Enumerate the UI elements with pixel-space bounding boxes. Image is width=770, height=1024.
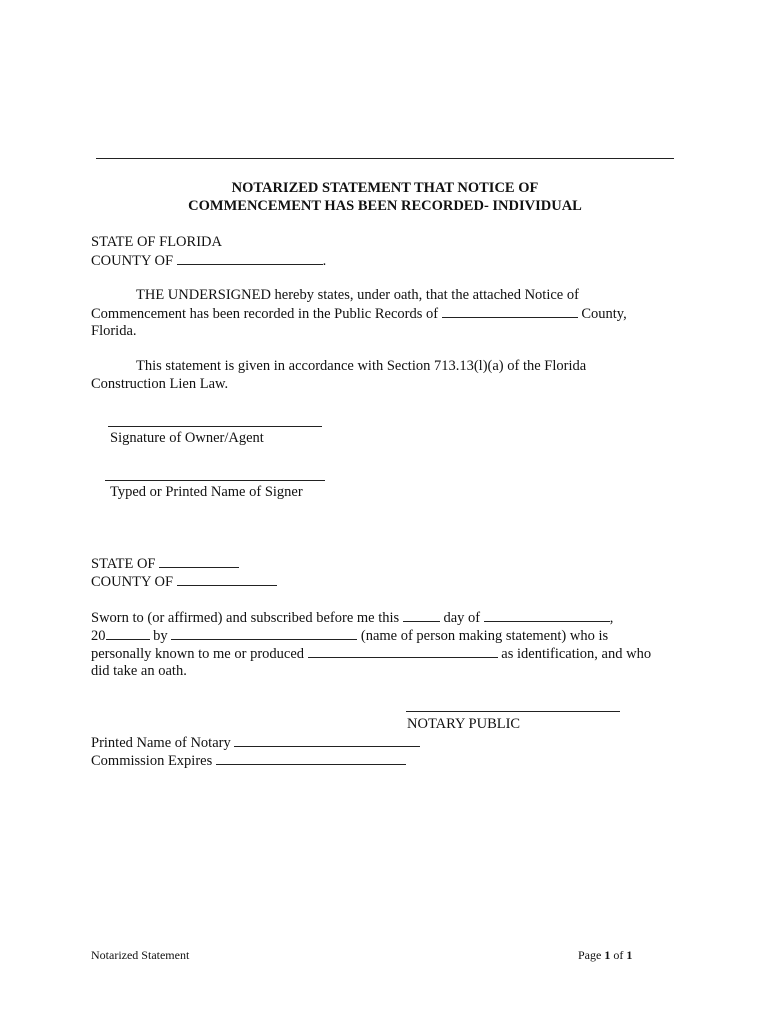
notary-state-blank[interactable] xyxy=(159,554,239,568)
month-blank[interactable] xyxy=(484,608,610,622)
footer-left: Notarized Statement xyxy=(91,948,190,962)
notary-state-label: STATE OF xyxy=(91,556,156,572)
sworn-comma: , xyxy=(609,610,614,626)
year-blank[interactable] xyxy=(106,626,150,640)
sworn-text-b: day of xyxy=(443,610,481,626)
notary-county-blank[interactable] xyxy=(177,572,277,586)
sworn-line4: did take an oath. xyxy=(91,663,187,679)
para2-line1: This statement is given in accordance with Section 713.13(l)(a) of the Florida xyxy=(136,358,587,374)
county-line xyxy=(91,251,326,270)
state-line: STATE OF FLORIDA xyxy=(91,234,222,250)
county-blank[interactable] xyxy=(177,251,323,265)
day-blank[interactable] xyxy=(403,608,440,622)
notary-county-line xyxy=(91,572,277,591)
owner-signature-label: Signature of Owner/Agent xyxy=(110,430,264,446)
page-word: Page xyxy=(578,948,602,962)
of-word: of xyxy=(613,948,624,962)
records-county-blank[interactable] xyxy=(442,304,578,318)
county-label: COUNTY OF xyxy=(91,253,174,269)
para1-county-word: County, xyxy=(581,306,627,322)
sworn-text-a: Sworn to (or affirmed) and subscribed before me this xyxy=(91,610,400,626)
para1-line3: Florida. xyxy=(91,323,137,339)
top-rule xyxy=(96,158,674,159)
para1-line1: THE UNDERSIGNED hereby states, under oath, that the attached Notice of xyxy=(136,287,579,303)
notary-county-label: COUNTY OF xyxy=(91,574,174,590)
page-current: 1 xyxy=(604,948,611,962)
county-period: . xyxy=(322,253,327,269)
identification-blank[interactable] xyxy=(308,644,498,658)
para2-line2: Construction Lien Law. xyxy=(91,376,229,392)
owner-signature-line[interactable] xyxy=(108,426,322,427)
notary-public-label: NOTARY PUBLIC xyxy=(407,716,521,732)
para1-line2 xyxy=(91,304,627,323)
person-name-blank[interactable] xyxy=(171,626,357,640)
commission-expires-line xyxy=(91,751,406,770)
notary-printed-name-line xyxy=(91,733,420,752)
printed-name-line[interactable] xyxy=(105,480,325,481)
page-total: 1 xyxy=(626,948,633,962)
notary-printed-name-blank[interactable] xyxy=(234,733,420,747)
sworn-line1 xyxy=(91,608,613,627)
document-title-line-2: COMMENCEMENT HAS BEEN RECORDED- INDIVIDUAL xyxy=(188,198,582,214)
page-number xyxy=(578,946,632,964)
document-title-line-1: NOTARIZED STATEMENT THAT NOTICE OF xyxy=(231,180,539,196)
commission-expires-label: Commission Expires xyxy=(91,753,213,769)
year-prefix: 20 xyxy=(91,628,106,644)
sworn-text-h: as identification, and who xyxy=(501,646,652,662)
para1-line2-text: Commencement has been recorded in the Public Records of xyxy=(91,306,439,322)
sworn-line2 xyxy=(91,626,608,645)
printed-name-label: Typed or Printed Name of Signer xyxy=(110,484,303,500)
notary-printed-name-label: Printed Name of Notary xyxy=(91,735,231,751)
sworn-text-g: personally known to me or produced xyxy=(91,646,305,662)
commission-expires-blank[interactable] xyxy=(216,751,406,765)
notary-signature-line[interactable] xyxy=(406,711,620,712)
sworn-line3 xyxy=(91,644,651,663)
notary-state-line xyxy=(91,554,239,573)
sworn-text-f: (name of person making statement) who is xyxy=(360,628,609,644)
sworn-by: by xyxy=(153,628,168,644)
